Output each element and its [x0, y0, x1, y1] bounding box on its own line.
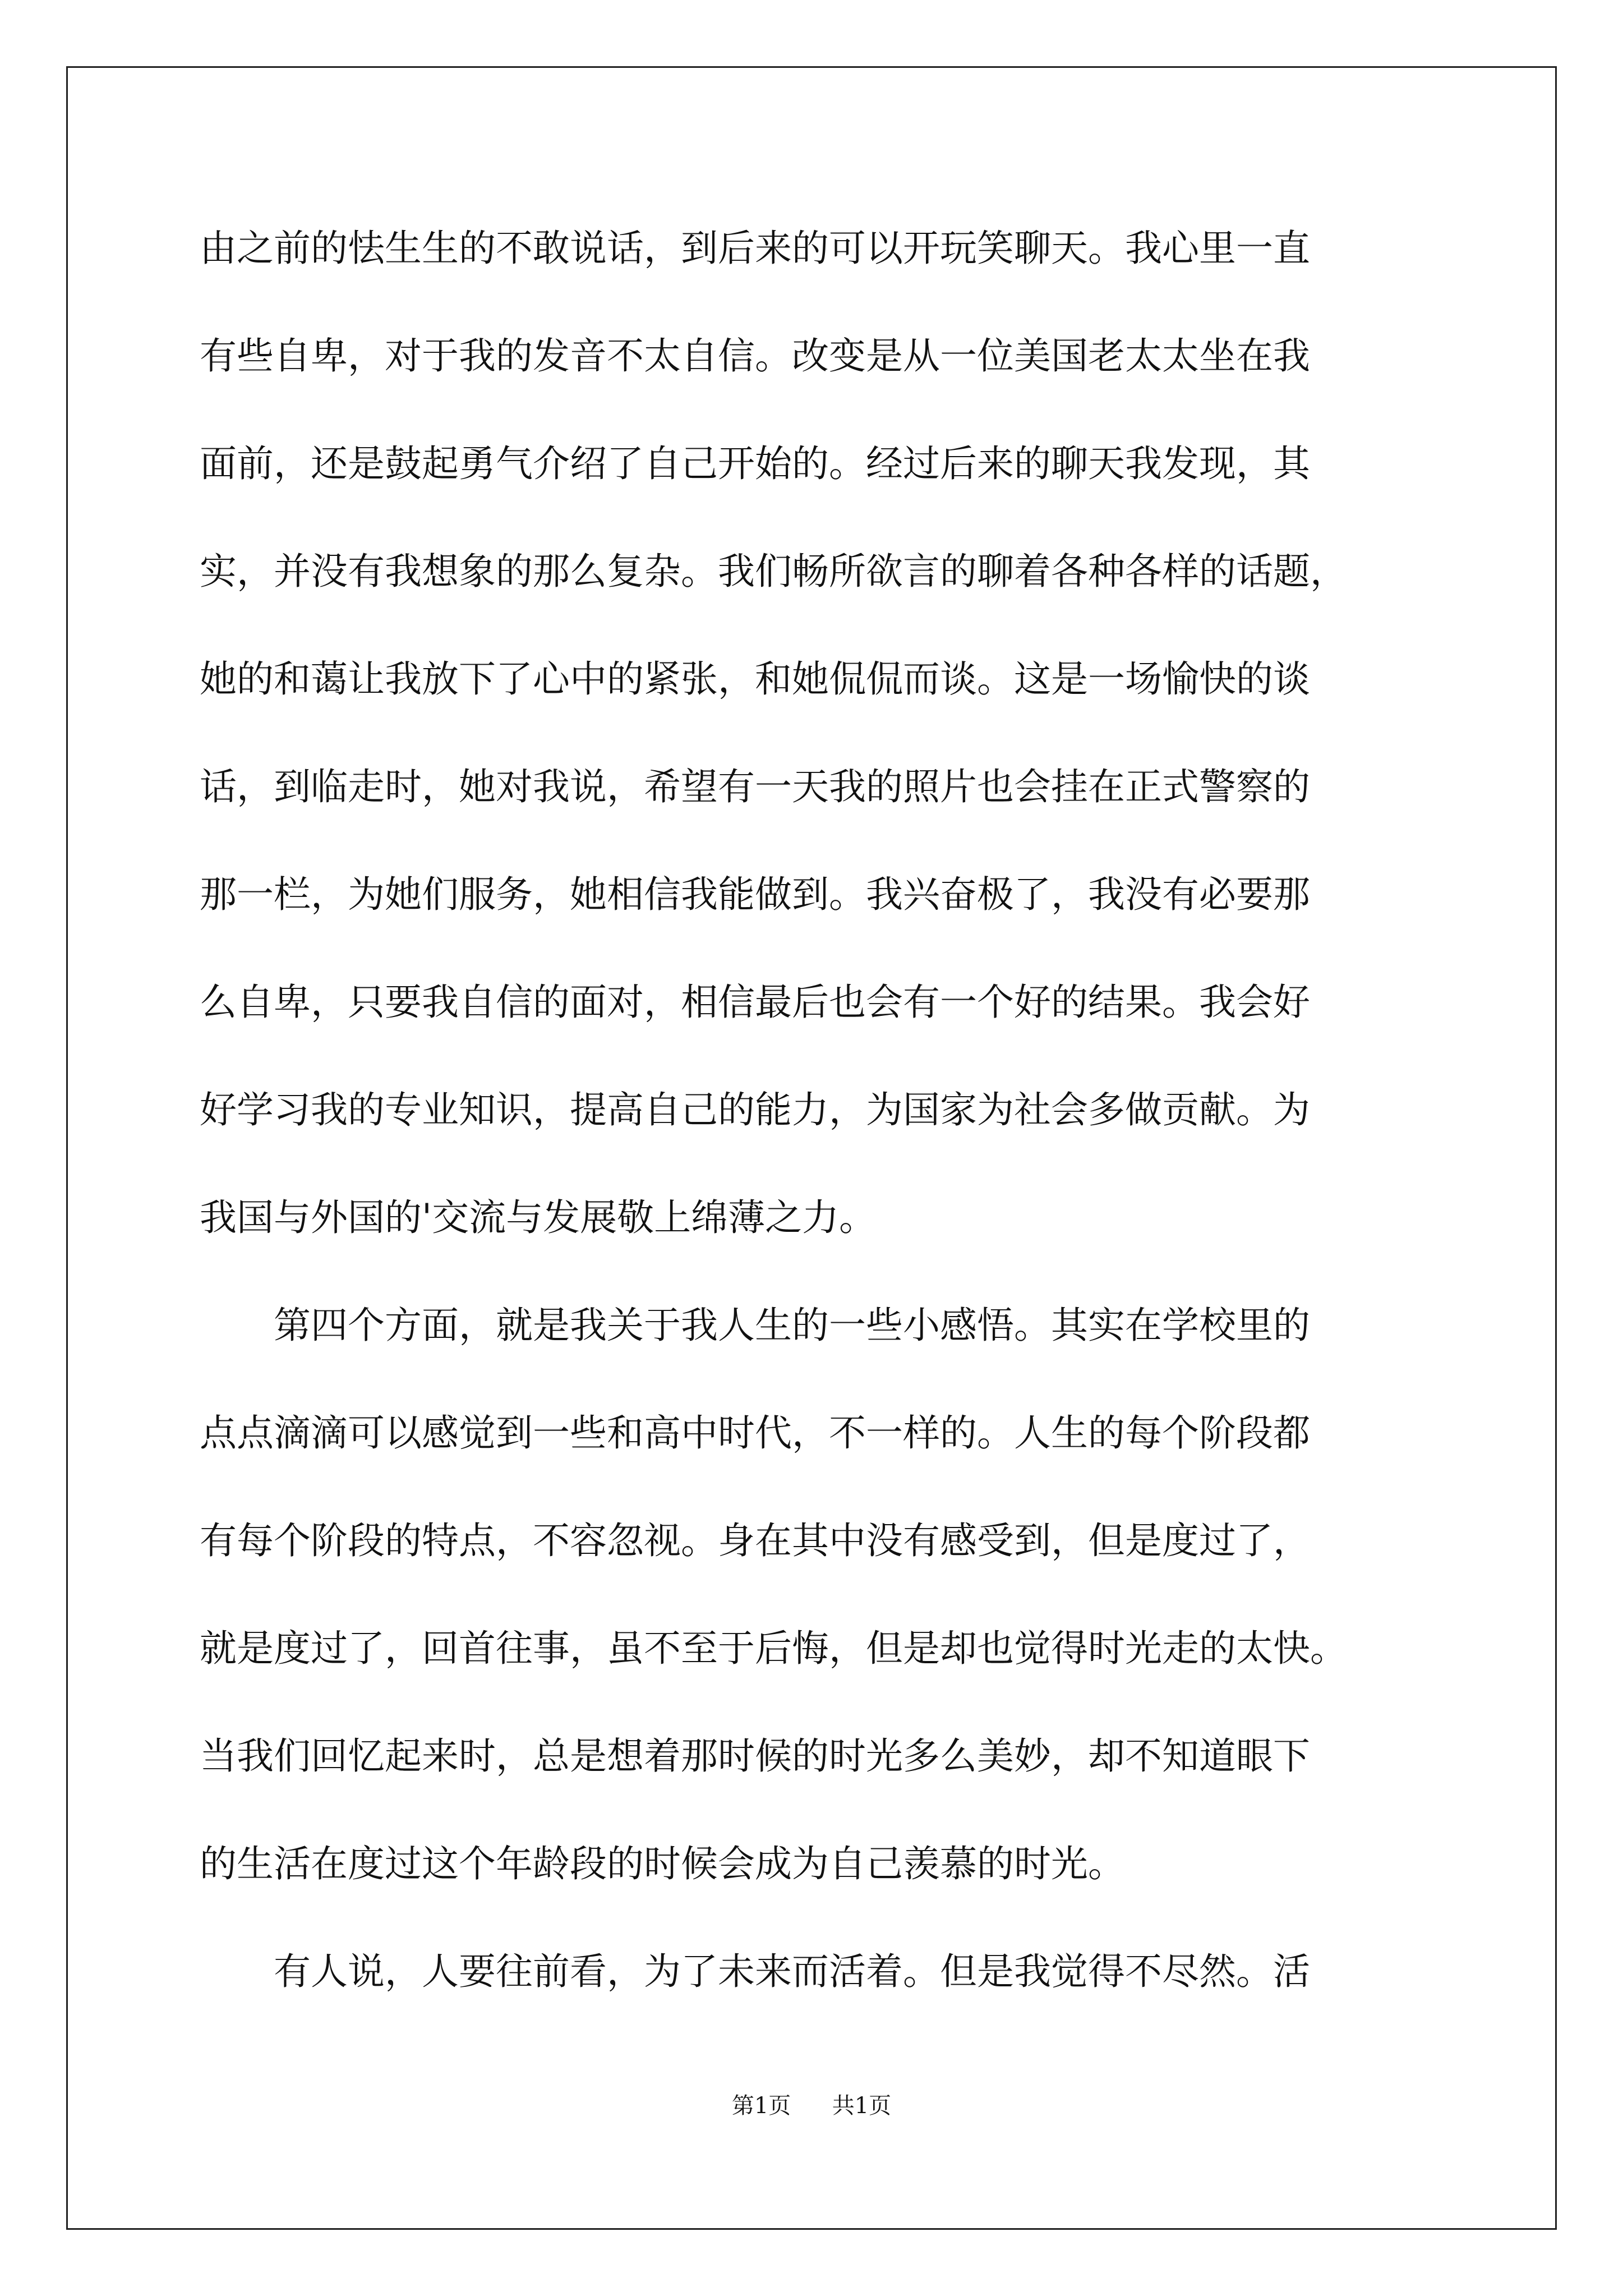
text-line: 有些自卑，对于我的发音不太自信。改变是从一位美国老太太坐在我	[200, 334, 1310, 378]
text-line: 好学习我的专业知识，提高自己的能力，为国家为社会多做贡献。为	[200, 1088, 1310, 1131]
text-line: 实，并没有我想象的那么复杂。我们畅所欲言的聊着各种各样的话题，	[200, 550, 1347, 593]
text-line: 的生活在度过这个年龄段的时候会成为自己羡慕的时光。	[200, 1842, 1125, 1885]
text-line: 我国与外国的'交流与发展敬上绵薄之力。	[200, 1196, 877, 1239]
page-footer	[0, 2088, 1623, 2120]
page-number-current: 第1页	[731, 2093, 791, 2119]
text-line: 有人说，人要往前看，为了未来而活着。但是我觉得不尽然。活	[200, 1950, 1310, 1993]
text-line: 她的和蔼让我放下了心中的紧张，和她侃侃而谈。这是一场愉快的谈	[200, 657, 1310, 701]
text-line: 那一栏，为她们服务，她相信我能做到。我兴奋极了，我没有必要那	[200, 873, 1310, 916]
text-line: 由之前的怯生生的不敢说话，到后来的可以开玩笑聊天。我心里一直	[200, 227, 1310, 270]
text-line: 话，到临走时，她对我说，希望有一天我的照片也会挂在正式警察的	[200, 765, 1310, 808]
text-line: 就是度过了，回首往事，虽不至于后悔，但是却也觉得时光走的太快。	[200, 1627, 1347, 1670]
page-border	[66, 66, 1557, 2230]
text-line: 第四个方面，就是我关于我人生的一些小感悟。其实在学校里的	[200, 1304, 1310, 1347]
text-line: 么自卑，只要我自信的面对，相信最后也会有一个好的结果。我会好	[200, 981, 1310, 1024]
page-number-total: 共1页	[832, 2093, 892, 2119]
text-line: 有每个阶段的特点，不容忽视。身在其中没有感受到，但是度过了，	[200, 1519, 1310, 1562]
text-line: 点点滴滴可以感觉到一些和高中时代，不一样的。人生的每个阶段都	[200, 1411, 1310, 1455]
text-line: 面前，还是鼓起勇气介绍了自己开始的。经过后来的聊天我发现，其	[200, 442, 1310, 485]
text-line: 当我们回忆起来时，总是想着那时候的时光多么美妙，却不知道眼下	[200, 1734, 1310, 1778]
